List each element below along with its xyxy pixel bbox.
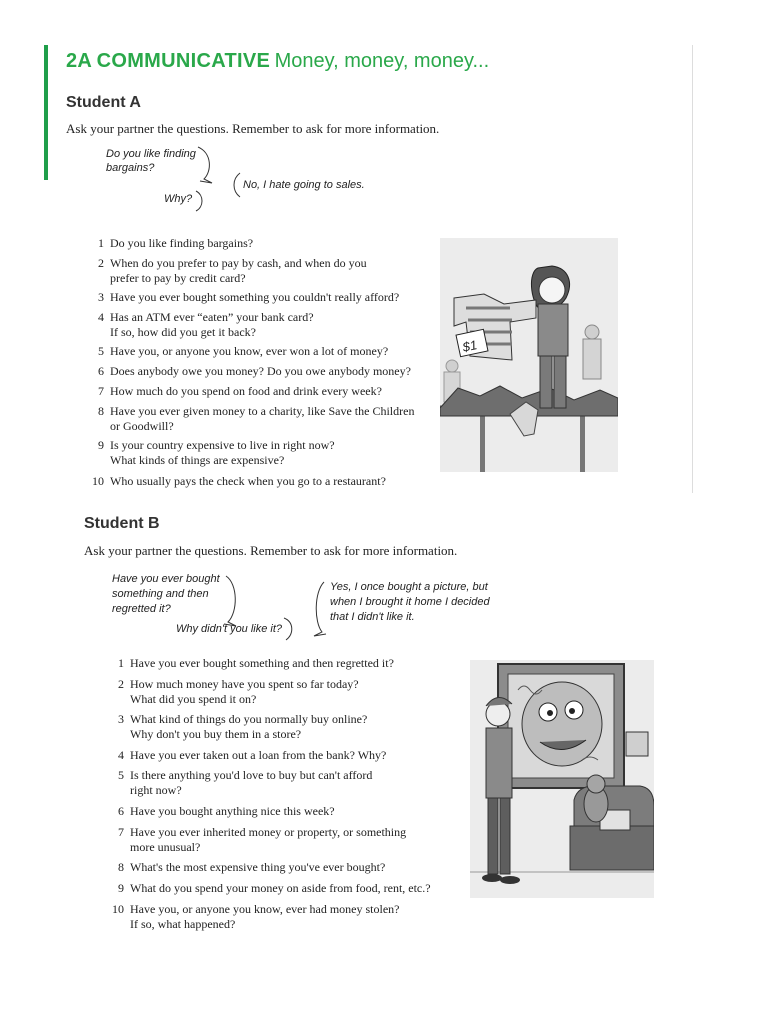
bubble-question-line3: regretted it? <box>112 603 171 615</box>
bubble-why: Why didn't you like it? <box>176 623 283 635</box>
price-tag-label: $1 <box>461 337 479 355</box>
lesson-code: 2A <box>66 50 93 72</box>
bubble-answer-line1: Yes, I once bought a picture, but <box>330 581 488 593</box>
student-b-question-list: 1 Have you ever bought something and then regretted it? 2 How much money have you spent so far today? What did you spend it on? 3 What kind of things do you normally buy online? Why don't you buy them in a store? 4 Have you ever taken out a loan from the bank? Why? 5 Is there anything you'd love to buy but can't afford right now? 6 Have you bought anything nice this week? 7 Have you ever inherited money or property, or something more unusual? 8 What's the most expensive thing you've ever bought? 9 What do you spend your money on aside from food, rent, etc.? 10 Have you, or anyone you know, ever had money stolen? If so, what happened? <box>112 656 431 931</box>
bubble-why: Why? <box>164 193 193 205</box>
student-a-example-dialogue <box>100 143 380 215</box>
illustration-regretted-painting <box>470 660 654 898</box>
page-edge-rule <box>692 45 693 493</box>
student-a-instruction: Ask your partner the questions. Remember to ask for more information. <box>66 121 440 136</box>
lesson-subtitle: Money, money, money... <box>274 50 490 72</box>
bubble-question-line1: Do you like finding <box>106 148 196 160</box>
bubble-question-line1: Have you ever bought <box>112 573 220 585</box>
section-accent-bar <box>44 45 48 180</box>
bubble-answer-line3: that I didn't like it. <box>330 611 415 623</box>
student-b-example-dialogue <box>108 568 528 650</box>
regretted-painting-drawing <box>470 660 654 898</box>
bubble-answer: No, I hate going to sales. <box>243 179 365 191</box>
illustration-bargain-shopper <box>440 238 618 472</box>
student-b-heading: Student B <box>84 515 160 532</box>
bubble-answer-line2: when I brought it home I decided <box>330 596 490 608</box>
student-b-instruction: Ask your partner the questions. Remember to ask for more information. <box>84 543 458 558</box>
page-title <box>66 50 489 73</box>
bargain-shopper-drawing <box>440 238 618 472</box>
student-a-question-list: 1 Do you like finding bargains? 2 When do you prefer to pay by cash, and when do you prefer to pay by credit card? 3 Have you ever bought something you couldn't really afford? 4 Has an ATM ever “eaten” your bank card? If so, how did you get it back? 5 Have you, or anyone you know, ever won a lot of money? 6 Does anybody owe you money? Do you owe anybody money? 7 How much do you spend on food and drink every week? 8 Have you ever given money to a charity, like Save the Children or Goodwill? 9 Is your country expensive to live in right now? What kinds of things are expensive? 10 Who usually pays the check when you go to a restaurant? <box>92 236 415 488</box>
activity-type: COMMUNICATIVE <box>96 50 271 72</box>
bubble-question-line2: something and then <box>112 588 209 600</box>
student-a-heading: Student A <box>66 94 141 111</box>
bubble-question-line2: bargains? <box>106 162 155 174</box>
